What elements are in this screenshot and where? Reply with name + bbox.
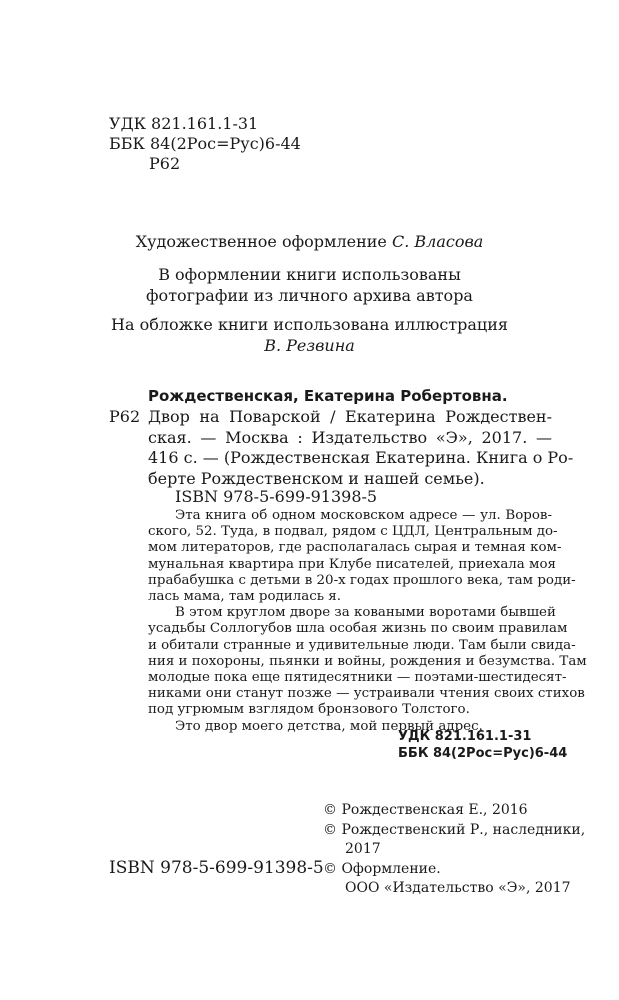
bottom-udk-code: УДК 821.161.1-31 [398, 729, 532, 744]
annotation-line: мом литераторов, где располагалась сырая и темная ком- [148, 540, 562, 556]
catalog-entry [148, 407, 574, 489]
annotation-line: никами они станут позже — устраивали чтения своих стихов [148, 686, 585, 702]
cover-line: На обложке книги использована иллюстрация [111, 315, 508, 334]
annotation-line: прабабушка с детьми в 20-х годах прошлого века, там роди- [148, 572, 576, 588]
annotation [148, 508, 587, 735]
copyright-block [323, 801, 585, 899]
annotation-line: и обитали странные и удивительные люди. Там были свида- [148, 637, 576, 653]
udk-code: УДК 821.161.1-31 [109, 114, 259, 133]
annotation-line: усадьбы Соллогубов шла особая жизнь по своим правилам [148, 621, 568, 637]
bbk-code: ББК 84(2Рос=Рус)6-44 [109, 134, 301, 153]
annotation-line: мунальная квартира при Клубе писателей, приехала моя [148, 556, 556, 572]
photos-credit [0, 264, 619, 306]
catalog-entry-line: ская. — Москва : Издательство «Э», 2017. — [148, 427, 552, 447]
annotation-line: ния и похороны, пьянки и войны, рождения и безумства. Там [148, 653, 587, 669]
cover-name [0, 335, 619, 356]
catalog-entry-line: 416 с. — (Рождественская Екатерина. Книга о Ро- [148, 448, 574, 467]
copyright-line: © Оформление. [323, 860, 441, 877]
annotation-line: ского, 52. Туда, в подвал, рядом с ЦДЛ, Центральным до- [148, 524, 558, 540]
catalog-isbn: ISBN 978-5-699-91398-5 [175, 487, 378, 506]
annotation-paragraph-1 [148, 508, 576, 605]
catalog-author: Рождественская, Екатерина Робертовна. [148, 387, 508, 405]
catalog-code: Р62 [109, 407, 141, 426]
bottom-codes [398, 728, 567, 762]
photos-line-1: В оформлении книги использованы [158, 265, 461, 284]
copyright-line: 2017 [345, 841, 381, 857]
author-mark: Р62 [149, 154, 181, 173]
annotation-paragraph-2 [148, 605, 587, 718]
photos-line-2: фотографии из личного архива автора [146, 286, 473, 305]
copyright-line: © Рождественская Е., 2016 [323, 802, 528, 818]
annotation-line: молодые пока еще пятидесятники — поэтами-шестидесят- [148, 670, 567, 686]
annotation-line: В этом круглом дворе за коваными воротами бывшей [175, 605, 556, 621]
design-label: Художественное оформление [135, 232, 387, 251]
cover-name-text: В. Резвина [264, 336, 355, 355]
bottom-isbn: ISBN 978-5-699-91398-5 [109, 858, 324, 878]
annotation-line: Эта книга об одном московском адресе — ул. Воров- [175, 508, 552, 523]
copyright-line: © Рождественский Р., наследники, [323, 821, 586, 838]
design-name: С. Власова [391, 232, 484, 251]
design-credit [0, 231, 619, 252]
catalog-entry-line: Двор на Поварской / Екатерина Рождествен- [148, 407, 552, 426]
classification-codes [109, 114, 301, 174]
cover-credit [0, 314, 619, 356]
catalog-entry-line: берте Рождественском и нашей семье). [148, 468, 485, 488]
copyright-line: ООО «Издательство «Э», 2017 [345, 880, 571, 896]
annotation-line: Это двор моего детства, мой первый адрес. [175, 718, 483, 734]
bottom-bbk-code: ББК 84(2Рос=Рус)6-44 [398, 746, 568, 761]
annotation-line: лась мама, там родилась я. [148, 589, 341, 605]
annotation-line: под угрюмым взглядом бронзового Толстого. [148, 702, 470, 718]
